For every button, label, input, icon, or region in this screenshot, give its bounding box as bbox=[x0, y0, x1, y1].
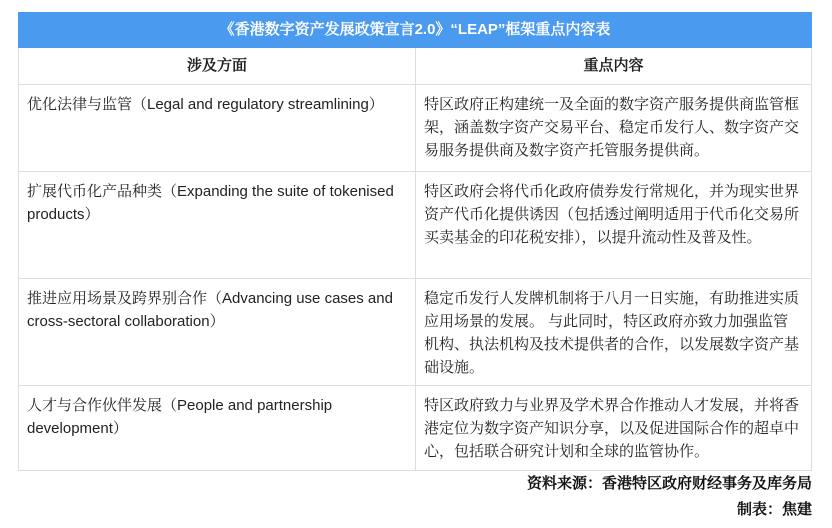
content-cell: 特区政府致力与业界及学术界合作推动人才发展，并将香港定位为数字资产知识分享，以及促进国际合作的超卓中心，包括联合研究计划和全球的监管协作。 bbox=[424, 397, 800, 460]
aspect-cell: 扩展代币化产品种类（Expanding the suite of tokenised products） bbox=[19, 172, 416, 278]
table-row bbox=[18, 279, 812, 386]
aspect-cell: 优化法律与监管（Legal and regulatory streamlining） bbox=[19, 85, 416, 171]
table-row bbox=[18, 172, 812, 279]
aspect-cell: 推进应用场景及跨界别合作（Advancing use cases and cross-sectoral collaboration） bbox=[19, 279, 416, 385]
source-note: 资料来源：香港特区政府财经事务及库务局 bbox=[526, 475, 812, 492]
table-row bbox=[18, 85, 812, 172]
header-aspect: 涉及方面 bbox=[19, 48, 416, 84]
content-cell: 稳定币发行人发牌机制将于八月一日实施，有助推进实质应用场景的发展。 与此同时，特区政府亦致力加强监管机构、执法机构及技术提供者的合作，以发展数字资产基础设施。 bbox=[424, 290, 800, 376]
table-row bbox=[18, 386, 812, 471]
maker-note: 制表：焦建 bbox=[736, 501, 812, 518]
aspect-cell: 人才与合作伙伴发展（People and partnership development） bbox=[19, 386, 416, 470]
header-content: 重点内容 bbox=[583, 57, 644, 74]
table-title: 《香港数字资产发展政策宣言2.0》“LEAP”框架重点内容表 bbox=[18, 12, 812, 48]
content-cell: 特区政府会将代币化政府债券发行常规化，并为现实世界资产代币化提供诱因（包括透过阐明适用于代币化交易所买卖基金的印花税安排），以提升流动性及普及性。 bbox=[424, 183, 800, 246]
leap-framework-table bbox=[18, 12, 812, 471]
content-cell: 特区政府正构建统一及全面的数字资产服务提供商监管框架，涵盖数字资产交易平台、稳定币发行人、数字资产交易服务提供商及数字资产托管服务提供商。 bbox=[424, 96, 800, 159]
table-header-row bbox=[18, 48, 812, 85]
